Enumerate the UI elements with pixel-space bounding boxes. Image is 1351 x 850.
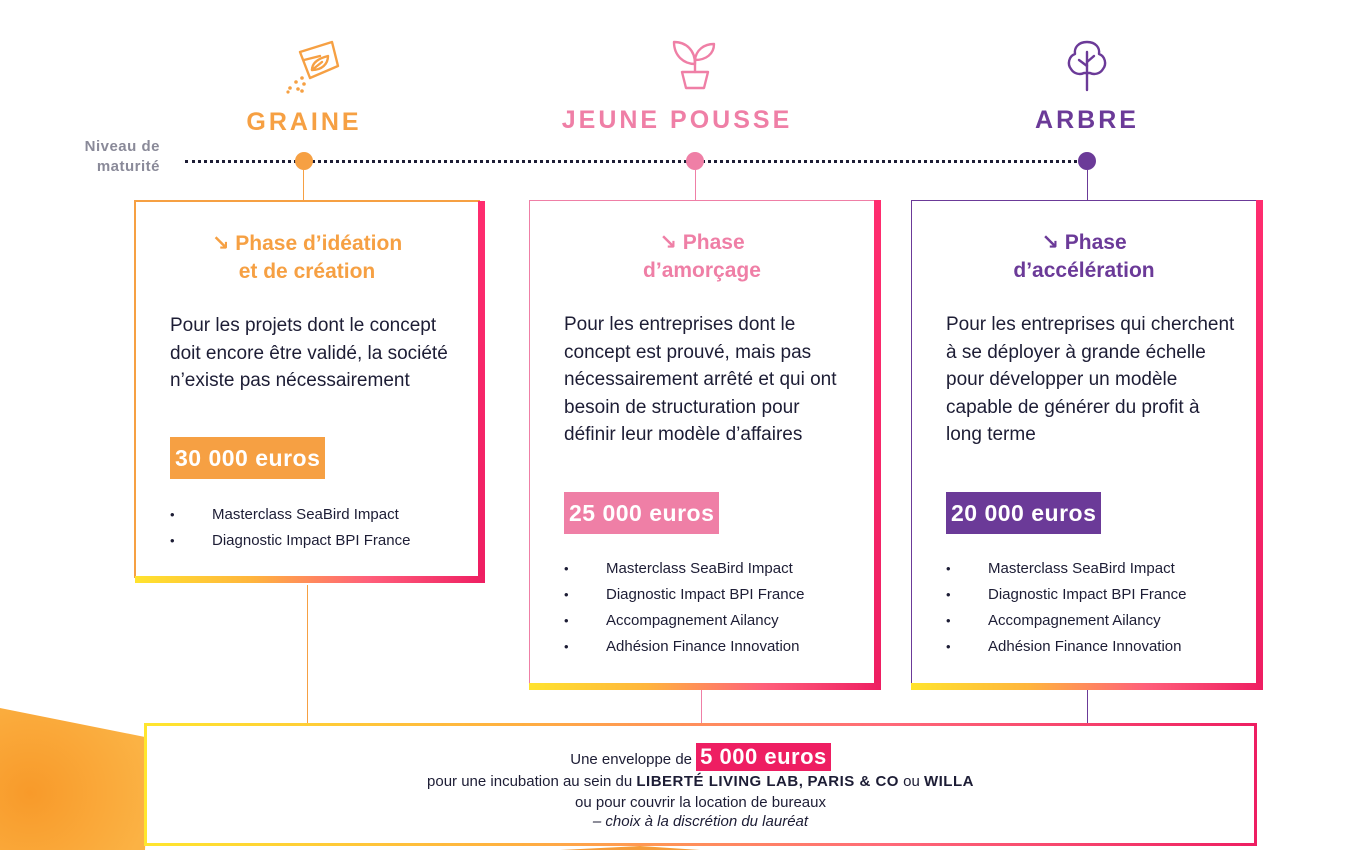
connector-jeune-top <box>695 170 696 202</box>
grant-amount: 25 000 euros <box>564 492 719 534</box>
list-item: • Adhésion Finance Innovation <box>564 634 804 660</box>
list-item: • Masterclass SeaBird Impact <box>564 556 804 582</box>
phase-title-line2: d’accélération <box>1013 259 1155 282</box>
sprout-pot-icon <box>670 38 720 90</box>
phase-card-graine <box>134 200 480 578</box>
phase-description: Pour les entreprises qui cherchent à se déployer à grande échelle pour développer un modèle capable de générer du profit à long terme <box>946 314 1235 445</box>
envelope-prefix: Une enveloppe de <box>570 751 692 768</box>
connector-graine-bottom <box>307 585 308 723</box>
list-item: • Diagnostic Impact BPI France <box>564 582 804 608</box>
benefit-list <box>946 556 1186 660</box>
grant-amount: 30 000 euros <box>170 437 325 479</box>
stage-title-jeune-pousse: JEUNE POUSSE <box>561 106 793 134</box>
phase-card-arbre <box>911 200 1257 684</box>
list-item: • Diagnostic Impact BPI France <box>946 582 1186 608</box>
phase-title-line2: d’amorçage <box>643 259 761 282</box>
envelope-line <box>147 743 1254 774</box>
office-rental-line: ou pour couvrir la location de bureaux <box>575 794 826 811</box>
place-or: ou <box>903 773 920 790</box>
phase-card-jeune-pousse <box>529 200 875 684</box>
benefit-list <box>170 502 410 554</box>
grant-amount: 20 000 euros <box>946 492 1101 534</box>
place-liberte-living-lab: LIBERTÉ LIVING LAB <box>636 773 799 790</box>
card-shadow-bottom <box>529 683 881 690</box>
maturity-node-jeune-pousse <box>686 152 704 170</box>
list-item: • Accompagnement Ailancy <box>564 608 804 634</box>
phase-title <box>136 230 478 286</box>
stage-title-graine: GRAINE <box>246 108 362 136</box>
seed-packet-icon <box>282 38 342 94</box>
list-item: • Diagnostic Impact BPI France <box>170 528 410 554</box>
connector-jeune-bottom <box>701 690 702 723</box>
list-item: • Accompagnement Ailancy <box>946 608 1186 634</box>
card-shadow-right <box>874 200 881 690</box>
connector-arbre-top <box>1087 170 1088 202</box>
card-shadow-right <box>478 201 485 583</box>
stage-title-arbre: ARBRE <box>1035 106 1139 134</box>
maturity-label-line1: Niveau de <box>84 138 160 155</box>
phase-description: Pour les entreprises dont le concept est prouvé, mais pas nécessairement arrêté et qui ont besoin de structuration pour définir leur modèle d’affaires <box>564 314 837 445</box>
incubation-line <box>147 772 1254 792</box>
phase-title-line1: ↘ Phase <box>1041 231 1127 254</box>
connector-graine-top <box>303 170 304 202</box>
tree-icon <box>1064 38 1110 92</box>
phase-title-line1: ↘ Phase d’idéation <box>211 232 403 255</box>
list-item: • Masterclass SeaBird Impact <box>946 556 1186 582</box>
maturity-label-line2: maturité <box>96 158 160 175</box>
phase-description: Pour les projets dont le concept doit encore être validé, la société n’existe pas nécessairement <box>170 315 448 391</box>
phase-title <box>530 229 874 285</box>
connector-arbre-bottom <box>1087 690 1088 723</box>
phase-title-line1: ↘ Phase <box>659 231 745 254</box>
envelope-amount: 5 000 euros <box>696 743 831 771</box>
maturity-node-graine <box>295 152 313 170</box>
card-shadow-right <box>1256 200 1263 690</box>
benefit-list <box>564 556 804 660</box>
list-item: • Masterclass SeaBird Impact <box>170 502 410 528</box>
phase-title-line2: et de création <box>238 260 376 283</box>
place-paris-and-co: PARIS & CO <box>807 773 899 790</box>
list-item: • Adhésion Finance Innovation <box>946 634 1186 660</box>
maturity-node-arbre <box>1078 152 1096 170</box>
place-willa: WILLA <box>923 773 974 790</box>
maturity-label <box>40 137 160 177</box>
place-separator: , <box>798 773 804 790</box>
card-shadow-bottom <box>911 683 1263 690</box>
laureate-choice-note: – choix à la discrétion du lauréat <box>592 813 809 830</box>
card-shadow-bottom <box>135 576 485 583</box>
incubation-prefix: pour une incubation au sein du <box>427 773 633 790</box>
maturity-dotted-line <box>185 160 1095 163</box>
phase-title <box>912 229 1256 285</box>
incubation-envelope-box <box>144 723 1257 846</box>
